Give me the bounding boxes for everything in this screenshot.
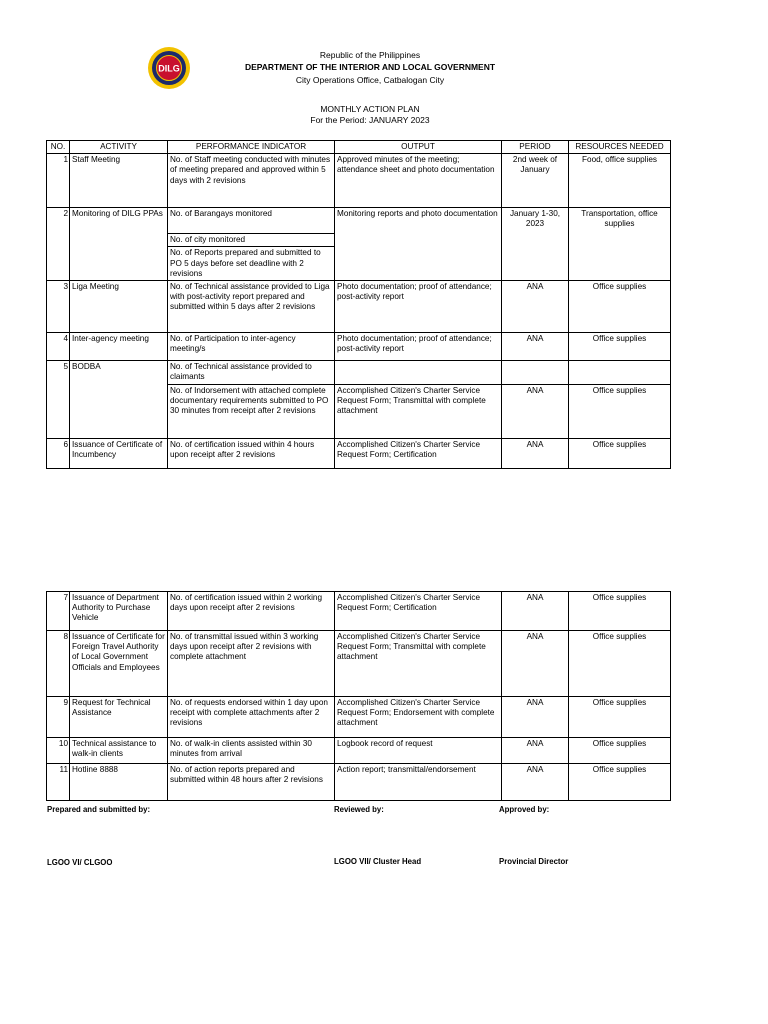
row-period: January 1-30, 2023 (502, 208, 569, 281)
prepared-by-label: Prepared and submitted by: (47, 805, 151, 814)
table-row (47, 631, 671, 697)
row-period: ANA (502, 385, 569, 439)
action-plan-table-2 (46, 591, 671, 801)
header-period: For the Period: JANUARY 2023 (310, 115, 430, 125)
col-activity: ACTIVITY (70, 141, 168, 154)
row-period (502, 361, 569, 385)
page-title: MONTHLY ACTION PLAN (320, 104, 420, 114)
row-period: 2nd week of January (502, 154, 569, 208)
row-indicator: No. of Participation to inter-agency meeting/s (168, 333, 335, 361)
col-output: OUTPUT (335, 141, 502, 154)
row-resources: Office supplies (569, 281, 671, 333)
row-period: ANA (502, 764, 569, 801)
row-output: Accomplished Citizen's Charter Service Request Form; Transmittal with complete attachment (335, 385, 502, 439)
row-resources: Office supplies (569, 439, 671, 469)
row-period: ANA (502, 281, 569, 333)
reviewed-by-name: LGOO VII/ Cluster Head (334, 857, 422, 866)
row-no: 7 (47, 592, 70, 631)
row-activity: Technical assistance to walk-in clients (70, 738, 168, 764)
row-indicator: No. of Technical assistance provided to claimants (168, 361, 335, 385)
approved-by-name: Provincial Director (499, 857, 569, 866)
row-output: Photo documentation; proof of attendance; post-activity report (335, 281, 502, 333)
row-activity: Hotline 8888 (70, 764, 168, 801)
row-activity: Inter-agency meeting (70, 333, 168, 361)
header-department: DEPARTMENT OF THE INTERIOR AND LOCAL GOVERNMENT (244, 62, 496, 72)
action-plan-table-1 (46, 140, 671, 469)
row-indicator: No. of Barangays monitored (168, 208, 335, 234)
row-period: ANA (502, 738, 569, 764)
row-resources (569, 361, 671, 385)
row-output: Accomplished Citizen's Charter Service Request Form; Transmittal with complete attachment (335, 631, 502, 697)
table-row (47, 738, 671, 764)
row-output: Logbook record of request (335, 738, 502, 764)
row-indicator: No. of Indorsement with attached complete documentary requirements submitted to PO 30 minutes from receipt after 2 revisions (168, 385, 335, 439)
header-republic: Republic of the Philippines (319, 50, 421, 60)
row-activity: Monitoring of DILG PPAs (70, 208, 168, 281)
row-indicator: No. of Staff meeting conducted with minutes of meeting prepared and approved within 5 days with 2 revisions (168, 154, 335, 208)
row-activity: Issuance of Certificate of Incumbency (70, 439, 168, 469)
reviewed-by-label: Reviewed by: (334, 805, 384, 814)
row-output: Photo documentation; proof of attendance; post-activity report (335, 333, 502, 361)
row-indicator: No. of certification issued within 4 hours upon receipt after 2 revisions (168, 439, 335, 469)
seal-text: DILG (158, 63, 180, 74)
row-resources: Office supplies (569, 697, 671, 738)
row-activity: BODBA (70, 361, 168, 439)
table-row (47, 361, 671, 385)
row-no: 4 (47, 333, 70, 361)
row-period: ANA (502, 631, 569, 697)
row-resources: Office supplies (569, 738, 671, 764)
prepared-by-name: LGOO VI/ CLGOO (47, 858, 113, 867)
row-resources: Office supplies (569, 333, 671, 361)
row-resources: Food, office supplies (569, 154, 671, 208)
header-office: City Operations Office, Catbalogan City (295, 75, 445, 85)
table-row (47, 764, 671, 801)
row-no: 2 (47, 208, 70, 281)
row-activity: Issuance of Certificate for Foreign Travel Authority of Local Government Officials and Employees (70, 631, 168, 697)
col-period: PERIOD (502, 141, 569, 154)
table-row (47, 208, 671, 234)
col-resources: RESOURCES NEEDED (569, 141, 671, 154)
row-resources: Transportation, office supplies (569, 208, 671, 281)
row-no: 8 (47, 631, 70, 697)
row-period: ANA (502, 333, 569, 361)
row-resources: Office supplies (569, 631, 671, 697)
row-period: ANA (502, 439, 569, 469)
table-row (47, 154, 671, 208)
table-row (47, 592, 671, 631)
row-indicator: No. of Technical assistance provided to Liga with post-activity report prepared and submitted within 5 days after 2 revisions (168, 281, 335, 333)
row-no: 11 (47, 764, 70, 801)
row-no: 3 (47, 281, 70, 333)
table-row (47, 697, 671, 738)
table-row (47, 333, 671, 361)
row-activity: Request for Technical Assistance (70, 697, 168, 738)
row-resources: Office supplies (569, 592, 671, 631)
table-row (47, 281, 671, 333)
row-output: Accomplished Citizen's Charter Service Request Form; Certification (335, 592, 502, 631)
row-period: ANA (502, 697, 569, 738)
row-output: Approved minutes of the meeting; attendance sheet and photo documentation (335, 154, 502, 208)
row-output (335, 361, 502, 385)
row-indicator: No. of certification issued within 2 working days upon receipt after 2 revisions (168, 592, 335, 631)
row-activity: Liga Meeting (70, 281, 168, 333)
row-output: Action report; transmittal/endorsement (335, 764, 502, 801)
approved-by-label: Approved by: (499, 805, 550, 814)
dilg-seal-logo (147, 46, 191, 90)
row-activity: Issuance of Department Authority to Purchase Vehicle (70, 592, 168, 631)
row-no: 9 (47, 697, 70, 738)
row-output: Accomplished Citizen's Charter Service Request Form; Certification (335, 439, 502, 469)
row-no: 6 (47, 439, 70, 469)
row-indicator: No. of city monitored (168, 234, 335, 247)
row-indicator: No. of Reports prepared and submitted to PO 5 days before set deadline with 2 revisions (168, 247, 335, 281)
row-no: 5 (47, 361, 70, 439)
row-output: Accomplished Citizen's Charter Service Request Form; Endorsement with complete attachment (335, 697, 502, 738)
row-output: Monitoring reports and photo documentation (335, 208, 502, 281)
row-period: ANA (502, 592, 569, 631)
row-indicator: No. of transmittal issued within 3 working days upon receipt after 2 revisions with complete attachment (168, 631, 335, 697)
row-no: 1 (47, 154, 70, 208)
row-no: 10 (47, 738, 70, 764)
table-row (47, 439, 671, 469)
row-resources: Office supplies (569, 385, 671, 439)
row-indicator: No. of action reports prepared and submitted within 48 hours after 2 revisions (168, 764, 335, 801)
table-header-row (47, 141, 671, 154)
col-no: NO. (47, 141, 70, 154)
col-indicator: PERFORMANCE INDICATOR (168, 141, 335, 154)
row-resources: Office supplies (569, 764, 671, 801)
row-indicator: No. of walk-in clients assisted within 30 minutes from arrival (168, 738, 335, 764)
row-activity: Staff Meeting (70, 154, 168, 208)
row-indicator: No. of requests endorsed within 1 day upon receipt with complete attachments after 2 revisions (168, 697, 335, 738)
